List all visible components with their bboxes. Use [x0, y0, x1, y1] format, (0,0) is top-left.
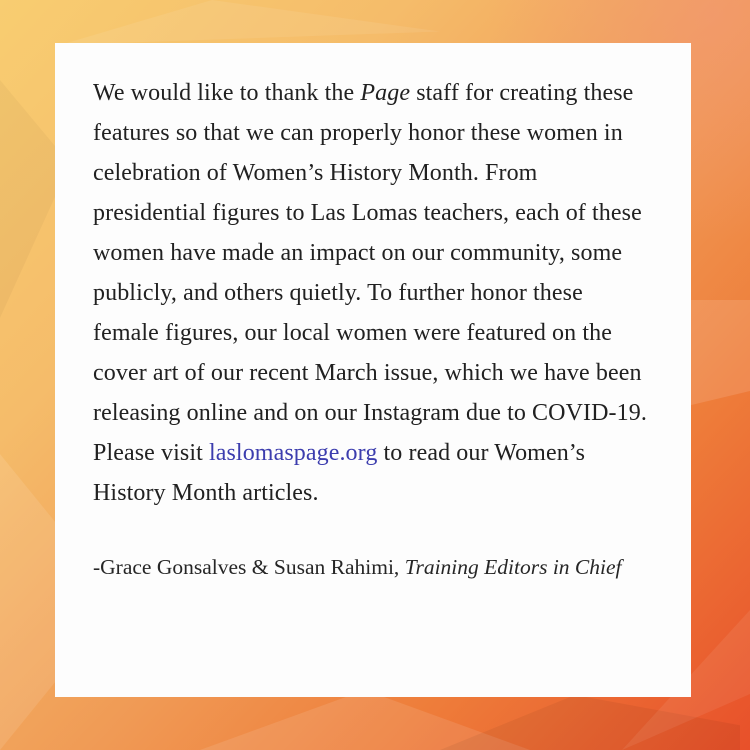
text-segment: staff for creating these features so that we can properly honor these women in celebration of Women’s History Month. From presidential figures to Las Lomas teachers, each of these women have made an impact on our community, some publicly, and others quietly. To further honor these female figures, our local women were featured on the cover art of our recent March issue, which we have been releasing online and on our Instagram due to COVID-19. Please visit	[93, 80, 647, 466]
background-facet	[60, 0, 440, 45]
text-segment: -Grace Gonsalves & Susan Rahimi,	[93, 555, 405, 579]
background-facet	[200, 690, 530, 750]
italic-text-segment: Training Editors in Chief	[404, 555, 622, 579]
text-segment: We would like to thank the	[93, 80, 361, 106]
text-segment: to read our Women’s History Month articles.	[93, 440, 586, 506]
signature	[93, 549, 651, 586]
background-facet	[440, 695, 740, 750]
text-card	[55, 43, 691, 697]
laslomaspage-link[interactable]: laslomaspage.org	[208, 440, 378, 466]
thank-you-paragraph	[93, 73, 651, 513]
italic-text-segment: Page	[360, 80, 411, 106]
